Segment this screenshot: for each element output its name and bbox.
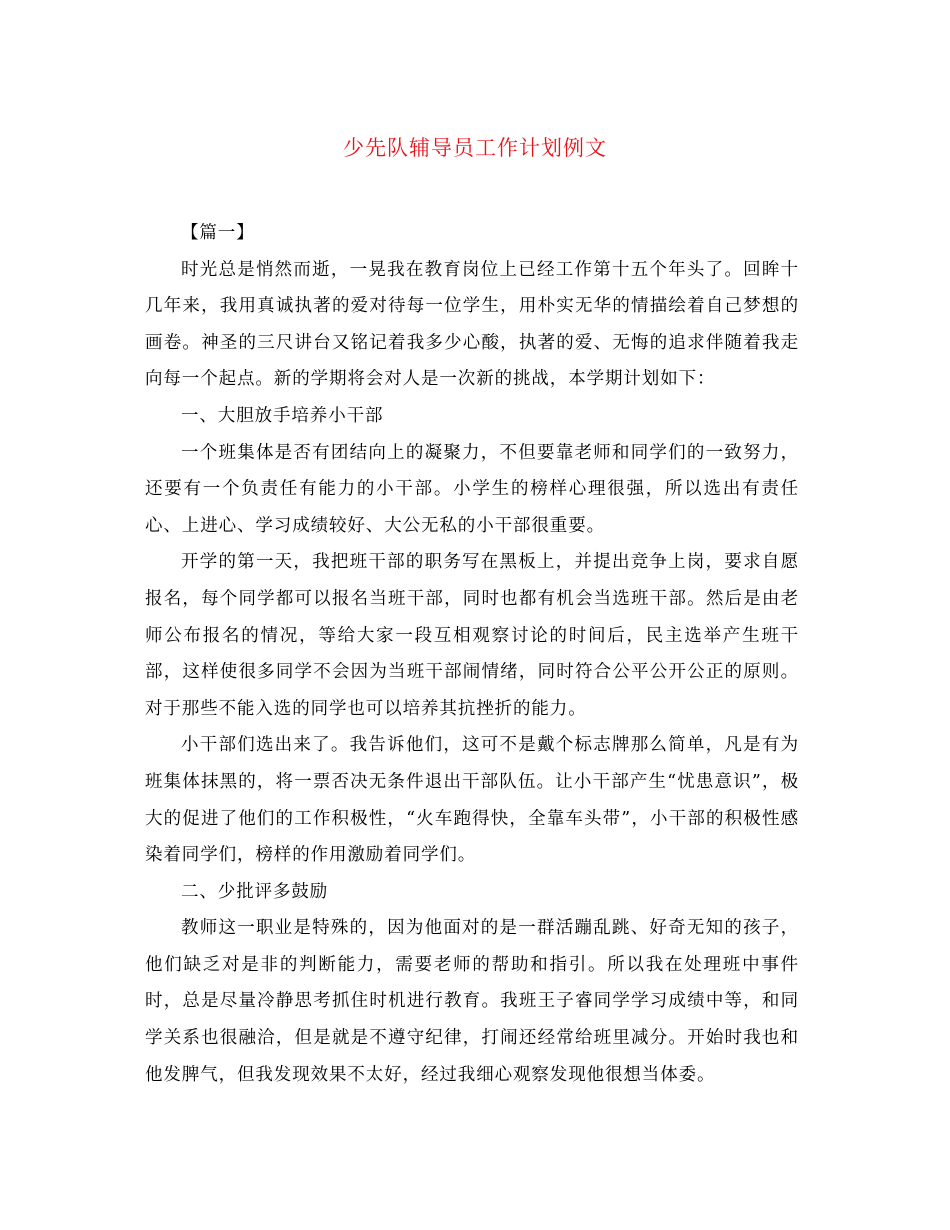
- section-heading-part-one: 【篇一】: [181, 223, 255, 243]
- paragraph-cadre-election: 开学的第一天，我把班干部的职务写在黑板上，并提出竞争上岗，要求自愿报名，每个同学都可以报名当班干部，同时也都有机会当选班干部。然后是由老师公布报名的情况，等给大家一段互相观察讨论的时间后，民主选举产生班干部，这样使很多同学不会因为当班干部闹情绪，同时符合公平公开公正的原则。对于那些不能入选的同学也可以培养其抗挫折的能力。: [145, 552, 799, 719]
- section-heading-1: 一、大胆放手培养小干部: [181, 405, 384, 426]
- document-title: 少先队辅导员工作计划例文: [343, 136, 607, 160]
- paragraph-encouragement: 教师这一职业是特殊的，因为他面对的是一群活蹦乱跳、好奇无知的孩子，他们缺乏对是非的判断能力，需要老师的帮助和指引。所以我在处理班中事件时，总是尽量冷静思考抓住时机进行教育。我班王子睿同学学习成绩中等，和同学关系也很融洽，但是就是不遵守纪律，打闹还经常给班里减分。开始时我也和他发脾气，但我发现效果不太好，经过我细心观察发现他很想当体委。: [145, 918, 799, 1085]
- section-heading-2: 二、少批评多鼓励: [181, 881, 329, 902]
- paragraph-class-cadre-importance: 一个班集体是否有团结向上的凝聚力，不但要靠老师和同学们的一致努力，还要有一个负责任有能力的小干部。小学生的榜样心理很强，所以选出有责任心、上进心、学习成绩较好、大公无私的小干部很重要。: [145, 442, 799, 536]
- document-body: [145, 215, 799, 1093]
- paragraph-cadre-motivation: 小干部们选出来了。我告诉他们，这可不是戴个标志牌那么简单，凡是有为班集体抹黑的，将一票否决无条件退出干部队伍。让小干部产生“忧患意识”，极大的促进了他们的工作积极性，“火车跑得快，全靠车头带”，小干部的积极性感染着同学们，榜样的作用激励着同学们。: [145, 735, 799, 866]
- intro-paragraph: 时光总是悄然而逝，一晃我在教育岗位上已经工作第十五个年头了。回眸十几年来，我用真诚执著的爱对待每一位学生，用朴实无华的情描绘着自己梦想的画卷。神圣的三尺讲台又铭记着我多少心酸，执著的爱、无悔的追求伴随着我走向每一个起点。新的学期将会对人是一次新的挑战，本学期计划如下：: [145, 259, 799, 390]
